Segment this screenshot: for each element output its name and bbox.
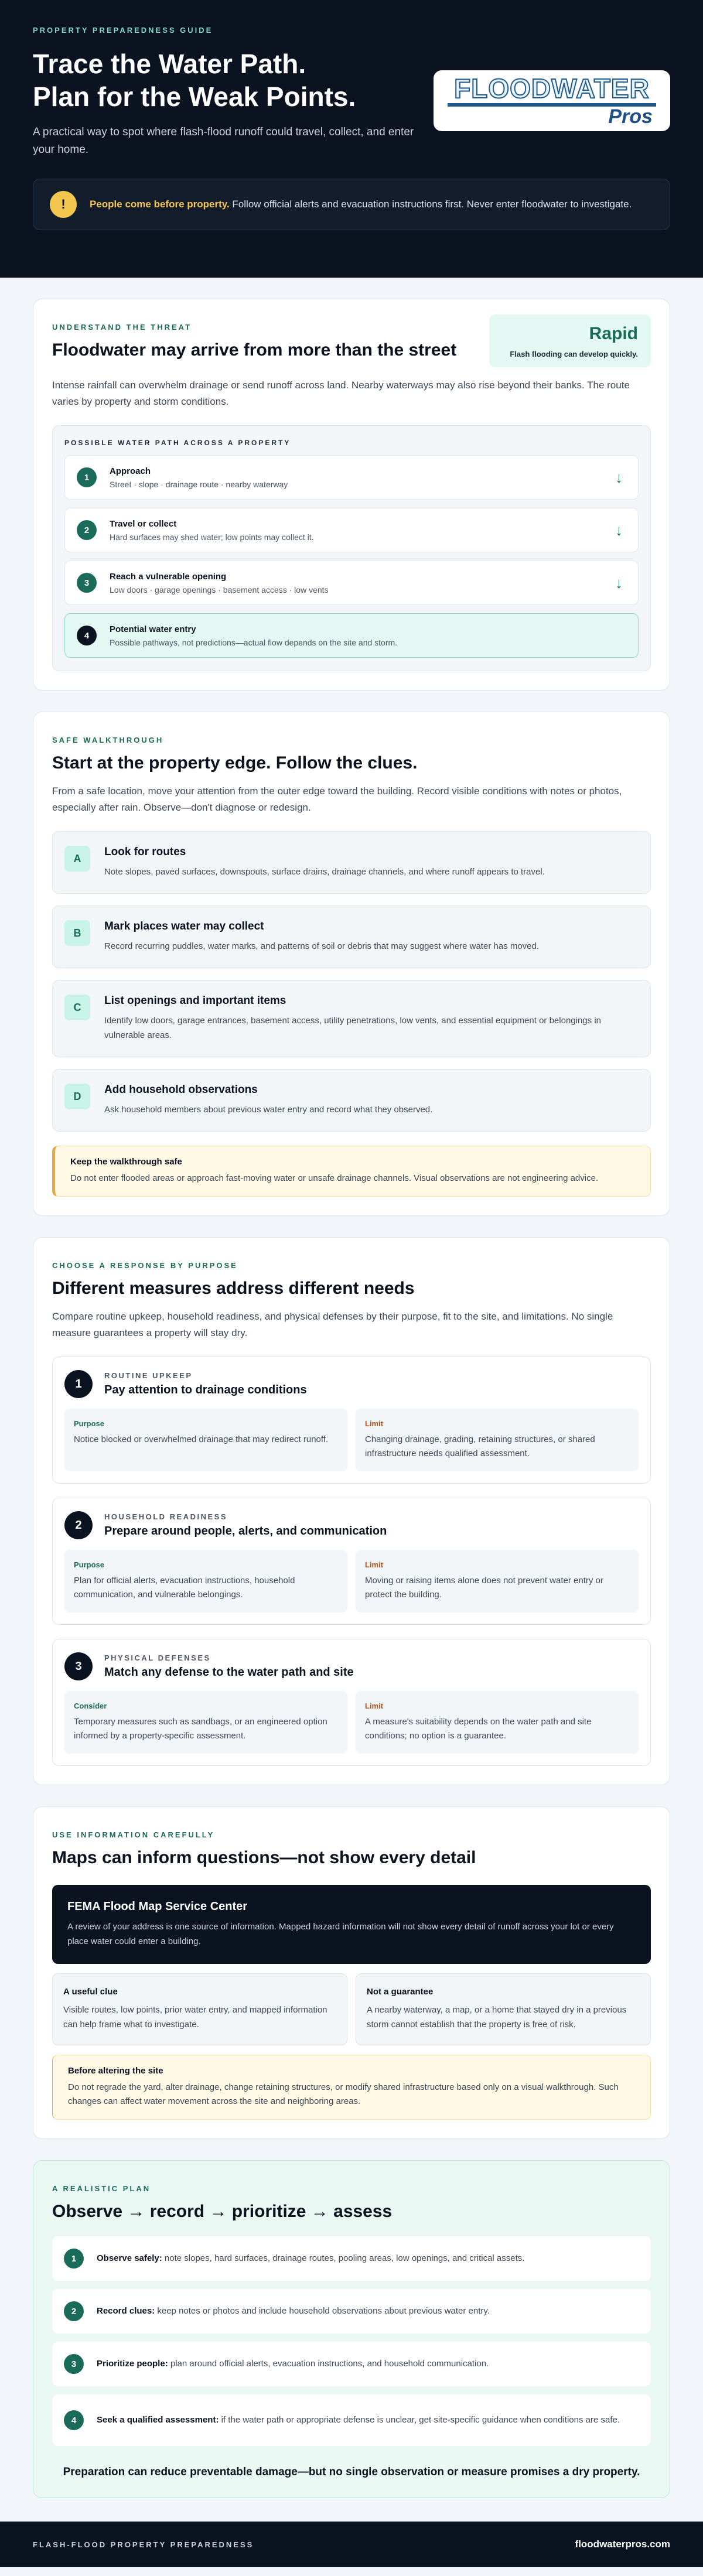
walkthrough-safety-note (52, 1146, 651, 1197)
footer-site-link[interactable]: floodwaterpros.com (575, 2539, 670, 2550)
plan-title: Observe → record → prioritize → assess (52, 2202, 393, 2221)
letter-badge: A (64, 846, 90, 872)
measure-number: 2 (64, 1511, 93, 1539)
plan-eyebrow: A REALISTIC PLAN (52, 2184, 151, 2193)
item-sub: Ask household members about previous water entry and record what they observed. (104, 1105, 433, 1115)
step-title: Approach (110, 466, 151, 476)
path-step (64, 455, 639, 500)
not-guarantee-title: Not a guarantee (367, 1987, 434, 1997)
fema-text: A review of your address is one source of information. Mapped hazard information will not show every detail of runoff across your lot or every place water could enter a building. (67, 1922, 614, 1946)
limit-label: Limit (365, 1702, 384, 1710)
note-title: Before altering the site (68, 2066, 163, 2076)
measure-card (52, 1357, 651, 1484)
measures-section (33, 1237, 670, 1785)
item-sub: Record recurring puddles, water marks, and patterns of soil or debris that may suggest where water has moved. (104, 941, 540, 951)
closing-statement: Preparation can reduce preventable damage—but no single observation or measure promises a dry property. (63, 2466, 640, 2478)
measure-name: Match any defense to the water path and site (104, 1666, 354, 1679)
rapid-sub: Flash flooding can develop quickly. (510, 350, 638, 358)
fema-callout (52, 1885, 651, 1964)
plan-step-bold: Prioritize people: (97, 2359, 168, 2369)
info-eyebrow: USE INFORMATION CAREFULLY (52, 1830, 215, 1839)
purpose-label: Purpose (74, 1560, 105, 1569)
walkthrough-item (52, 1069, 651, 1132)
path-step (64, 561, 639, 605)
limit-label: Limit (365, 1419, 384, 1428)
footer-label: FLASH-FLOOD PROPERTY PREPAREDNESS (33, 2540, 254, 2549)
step-number: 3 (77, 573, 97, 593)
measure-name: Prepare around people, alerts, and communication (104, 1525, 387, 1538)
measure-category: HOUSEHOLD READINESS (104, 1512, 228, 1521)
not-guarantee-text: A nearby waterway, a map, or a home that stayed dry in a previous storm cannot establish that the property is free of risk. (367, 2005, 627, 2030)
consider-label: Consider (74, 1702, 107, 1710)
plan-step-text (97, 2252, 524, 2266)
purpose-box (64, 1550, 347, 1612)
warning-icon: ! (50, 191, 77, 218)
letter-badge: D (64, 1084, 90, 1109)
plan-step-body: plan around official alerts, evacuation instructions, and household communication. (168, 2359, 489, 2369)
clue-text: Visible routes, low points, prior water entry, and mapped information can help frame what to investigate. (63, 2005, 327, 2030)
title-line-1: Trace the Water Path. (33, 49, 306, 79)
measure-category: ROUTINE UPKEEP (104, 1371, 193, 1380)
measure-number: 1 (64, 1370, 93, 1398)
plan-section (33, 2160, 670, 2498)
limit-box (356, 1691, 639, 1754)
plan-step-body: if the water path or appropriate defense is unclear, get site-specific guidance when conditions are safe. (219, 2415, 620, 2425)
walkthrough-item (52, 831, 651, 894)
walkthrough-item (52, 906, 651, 968)
item-sub: Identify low doors, garage entrances, basement access, utility penetrations, low vents, and essential equipment or belongings in vulnerable areas. (104, 1016, 601, 1040)
step-sub: Hard surfaces may shed water; low points may collect it. (110, 532, 314, 542)
plan-step-body: note slopes, hard surfaces, drainage routes, pooling areas, low openings, and critical assets. (162, 2253, 525, 2263)
info-section (33, 1806, 670, 2139)
walkthrough-item (52, 980, 651, 1057)
fema-title: FEMA Flood Map Service Center (67, 1900, 248, 1913)
measure-card (52, 1639, 651, 1766)
step-number: 3 (64, 2354, 84, 2374)
hero-lead: A practical way to spot where flash-flood runoff could travel, collect, and enter your home. (33, 126, 414, 156)
limit-text: A measure's suitability depends on the water path and site conditions; no option is a guarantee. (365, 1717, 592, 1741)
step-number: 4 (77, 626, 97, 645)
purpose-label: Purpose (74, 1419, 105, 1428)
plan-step (52, 2394, 651, 2446)
measures-intro: Compare routine upkeep, household readiness, and physical defenses by their purpose, fit to the site, and limitations. No single measure guarantees a property will stay dry. (52, 1311, 613, 1338)
plan-step-bold: Observe safely: (97, 2253, 162, 2263)
hero (0, 0, 703, 278)
alert-bold: People come before property. (90, 199, 230, 210)
step-title: Reach a vulnerable opening (110, 571, 227, 582)
clue-title: A useful clue (63, 1987, 118, 1997)
measure-category: PHYSICAL DEFENSES (104, 1653, 211, 1662)
purpose-text: Plan for official alerts, evacuation instructions, household communication, and vulnerable belongings. (74, 1576, 295, 1600)
plan-step-bold: Record clues: (97, 2306, 155, 2316)
plan-step-text (97, 2413, 620, 2427)
title-line-2: Plan for the Weak Points. (33, 81, 356, 112)
plan-step-text (97, 2304, 490, 2318)
consider-text: Temporary measures such as sandbags, or an engineered option informed by a property-specific assessment. (74, 1717, 327, 1741)
step-title: Potential water entry (110, 624, 196, 634)
plan-step-body: keep notes or photos and include household observations about previous water entry. (155, 2306, 490, 2316)
water-path-diagram (52, 425, 651, 671)
purpose-box (64, 1409, 347, 1471)
measure-number: 3 (64, 1652, 93, 1680)
purpose-text: Notice blocked or overwhelmed drainage that may redirect runoff. (74, 1434, 329, 1444)
limit-text: Changing drainage, grading, retaining structures, or shared infrastructure needs qualified assessment. (365, 1434, 595, 1458)
letter-badge: B (64, 920, 90, 946)
plan-step (52, 2289, 651, 2334)
consider-box (64, 1691, 347, 1754)
item-title: List openings and important items (104, 995, 286, 1007)
not-guarantee-box (356, 1973, 651, 2045)
safety-alert (33, 179, 670, 230)
item-title: Look for routes (104, 846, 186, 858)
down-arrow-icon: ↓ (615, 469, 623, 486)
walkthrough-intro: From a safe location, move your attention from the outer edge toward the building. Record visible conditions with notes or photos, especially after rain. Observe—don't diagnose or redesign. (52, 785, 622, 813)
path-step (64, 508, 639, 552)
note-text: Do not enter flooded areas or approach fast-moving water or unsafe drainage channels. Visual observations are not engineering advice. (70, 1173, 599, 1183)
threat-intro: Intense rainfall can overwhelm drainage or send runoff across land. Nearby waterways may also rise beyond their banks. The route varies by property and storm conditions. (52, 380, 630, 407)
path-label: POSSIBLE WATER PATH ACROSS A PROPERTY (64, 439, 291, 447)
walkthrough-title: Start at the property edge. Follow the clues. (52, 753, 418, 773)
measures-eyebrow: CHOOSE A RESPONSE BY PURPOSE (52, 1261, 238, 1270)
threat-eyebrow: UNDERSTAND THE THREAT (52, 323, 192, 332)
step-sub: Possible pathways, not predictions—actual flow depends on the site and storm. (110, 637, 398, 647)
item-title: Add household observations (104, 1084, 258, 1096)
threat-section (33, 299, 670, 691)
limit-label: Limit (365, 1560, 384, 1569)
down-arrow-icon: ↓ (615, 574, 623, 592)
step-number: 2 (77, 520, 97, 540)
rapid-callout (489, 315, 651, 367)
site-alteration-note (52, 2055, 651, 2120)
note-text: Do not regrade the yard, alter drainage, change retaining structures, or modify shared infrastructure based only on a visual walkthrough. Such changes can affect water movement across the site and neighboring areas. (68, 2082, 619, 2106)
note-title: Keep the walkthrough safe (70, 1157, 182, 1167)
measures-title: Different measures address different needs (52, 1279, 415, 1298)
item-title: Mark places water may collect (104, 920, 264, 932)
page-footer (0, 2522, 703, 2567)
step-sub: Low doors · garage openings · basement access · low vents (110, 585, 329, 595)
measure-card (52, 1498, 651, 1625)
floodwater-pros-logo[interactable] (434, 70, 670, 131)
info-title: Maps can inform questions—not show every detail (52, 1848, 476, 1867)
limit-text: Moving or raising items alone does not prevent water entry or protect the building. (365, 1576, 603, 1600)
plan-step-bold: Seek a qualified assessment: (97, 2415, 219, 2425)
step-number: 1 (77, 467, 97, 487)
walkthrough-section (33, 712, 670, 1216)
walkthrough-eyebrow: SAFE WALKTHROUGH (52, 736, 164, 744)
plan-step (52, 2342, 651, 2386)
alert-text (90, 196, 632, 213)
logo-wordmark: FLOODWATER (454, 73, 650, 104)
step-sub: Street · slope · drainage route · nearby waterway (110, 479, 288, 489)
step-number: 4 (64, 2410, 84, 2430)
hero-eyebrow: PROPERTY PREPAREDNESS GUIDE (33, 26, 213, 35)
plan-step (52, 2236, 651, 2281)
limit-box (356, 1409, 639, 1471)
logo-subword: Pros (608, 105, 653, 128)
measure-name: Pay attention to drainage conditions (104, 1383, 307, 1396)
item-sub: Note slopes, paved surfaces, downspouts, surface drains, drainage channels, and where runoff appears to travel. (104, 867, 545, 877)
letter-badge: C (64, 995, 90, 1020)
step-number: 1 (64, 2249, 84, 2268)
limit-box (356, 1550, 639, 1612)
rapid-label: Rapid (589, 324, 638, 343)
step-number: 2 (64, 2301, 84, 2321)
threat-title: Floodwater may arrive from more than the street (52, 340, 457, 360)
path-step-final (64, 613, 639, 658)
step-title: Travel or collect (110, 518, 177, 529)
down-arrow-icon: ↓ (615, 521, 623, 539)
plan-step-text (97, 2357, 489, 2371)
useful-clue-box (52, 1973, 347, 2045)
alert-body: Follow official alerts and evacuation instructions first. Never enter floodwater to investigate. (229, 199, 632, 210)
